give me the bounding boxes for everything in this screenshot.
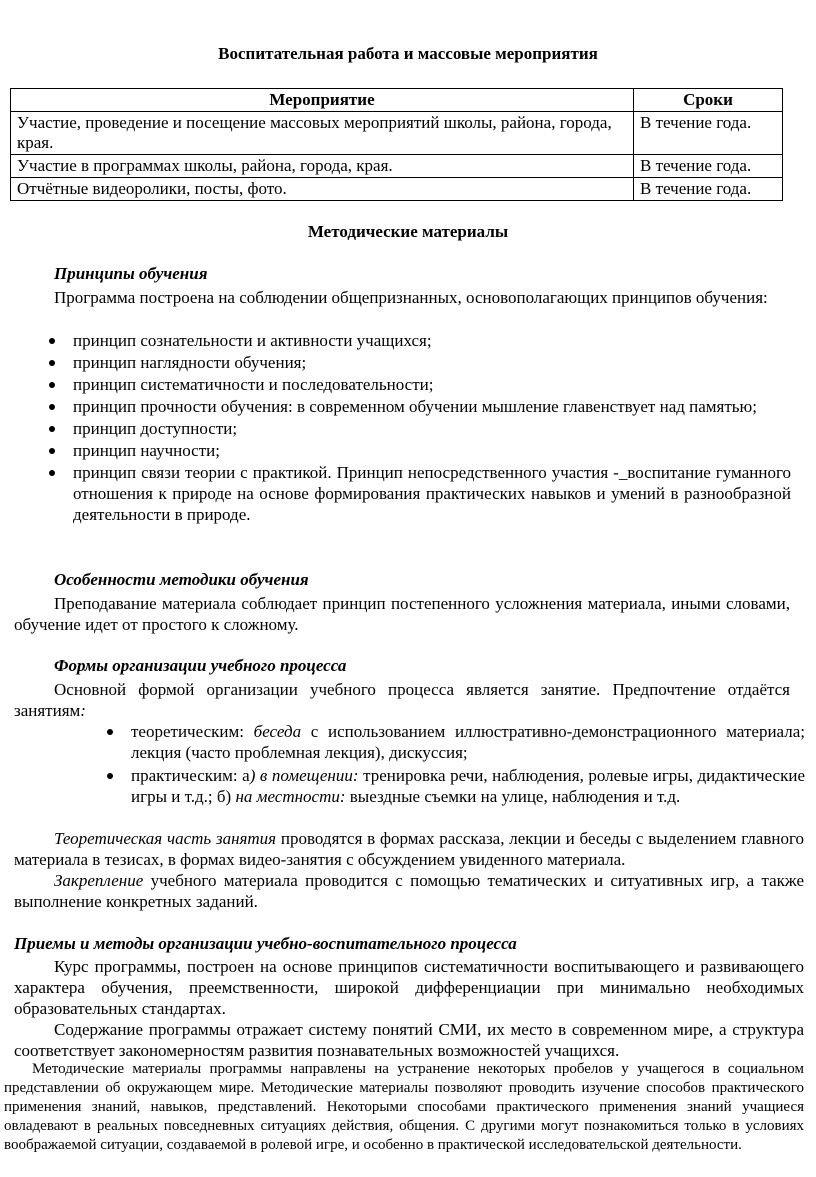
principles-heading: Принципы обучения [54, 264, 208, 283]
techniques-paragraph-1: Курс программы, построен на основе принципов систематичности воспитывающего и развивающего характера обучения, преемственности, широкой дифференциации при минимально необходимых образовательных стандартах. [14, 957, 804, 1018]
list-item: принцип связи теории с практикой. Принцип непосредственного участия -_воспитание гуманного отношения к природе на основе формирования практических навыков и умений в разнообразной деятельности в природе. [73, 462, 791, 525]
principles-intro: Программа построена на соблюдении общепризнанных, основополагающих принципов обучения: [54, 288, 768, 307]
principles-list [73, 330, 791, 525]
table-cell: Отчётные видеоролики, посты, фото. [11, 178, 634, 201]
table-header-row [11, 89, 783, 112]
forms-intro: Основной формой организации учебного процесса является занятие. Предпочтение отдаётся занятиям: [14, 680, 790, 720]
techniques-paragraph-2: Содержание программы отражает систему понятий СМИ, их место в современном мире, а структура соответствует закономерностям развития познавательных возможностей учащихся. [14, 1020, 804, 1060]
table-row [11, 178, 783, 201]
list-item: принцип прочности обучения: в современном обучении мышление главенствует над памятью; [73, 396, 791, 417]
list-item: принцип наглядности обучения; [73, 352, 791, 373]
table-header-event: Мероприятие [11, 89, 634, 112]
events-table [10, 88, 783, 201]
techniques-paragraph-3: Методические материалы программы направлены на устранение некоторых пробелов у учащегося в социальном представлении об окружающем мире. Методические материалы позволяют проводить изучение способов практического применения знаний, навыков, представлений. Некоторыми способами практического применения знаний учащиеся овладевают в реальных повседневных ситуациях действия, общения. С другими могут познакомиться только в условиях воображаемой ситуации, создаваемой в ролевой игре, и особенно в практической исследовательской деятельности. [4, 1061, 804, 1153]
list-item: принцип систематичности и последовательности; [73, 374, 791, 395]
features-text: Преподавание материала соблюдает принцип постепенного усложнения материала, иными словами, обучение идет от простого к сложному. [14, 594, 790, 634]
table-row [11, 155, 783, 178]
list-item: принцип сознательности и активности учащихся; [73, 330, 791, 351]
table-cell: В течение года. [634, 112, 783, 155]
forms-list [131, 721, 805, 807]
table-header-dates: Сроки [634, 89, 783, 112]
list-item: принцип научности; [73, 440, 791, 461]
features-heading: Особенности методики обучения [54, 570, 309, 589]
list-item: практическим: а) в помещении: тренировка речи, наблюдения, ролевые игры, дидактические игры и т.д.; б) на местности: выездные съемки на улице, наблюдения и т.д. [131, 765, 805, 807]
theory-part-text: Теоретическая часть занятия проводятся в формах рассказа, лекции и беседы с выделением главного материала в тезисах, в формах видео-занятия с обсуждением увиденного материала. [14, 829, 805, 869]
table-row [11, 112, 783, 155]
forms-heading: Формы организации учебного процесса [54, 656, 347, 675]
table-cell: В течение года. [634, 178, 783, 201]
table-cell: В течение года. [634, 155, 783, 178]
list-item: принцип доступности; [73, 418, 791, 439]
table-cell: Участие, проведение и посещение массовых мероприятий школы, района, города, края. [11, 112, 634, 155]
section-title-methods: Методические материалы [307, 222, 509, 241]
consolidation-text: Закрепление учебного материала проводится с помощью тематических и ситуативных игр, а также выполнение конкретных заданий. [14, 871, 804, 911]
page-title: Воспитательная работа и массовые мероприятия [218, 44, 598, 63]
table-cell: Участие в программах школы, района, города, края. [11, 155, 634, 178]
list-item: теоретическим: беседа с использованием иллюстративно-демонстрационного материала; лекция (часто проблемная лекция), дискуссия; [131, 721, 805, 763]
techniques-heading: Приемы и методы организации учебно-воспитательного процесса [14, 934, 517, 953]
